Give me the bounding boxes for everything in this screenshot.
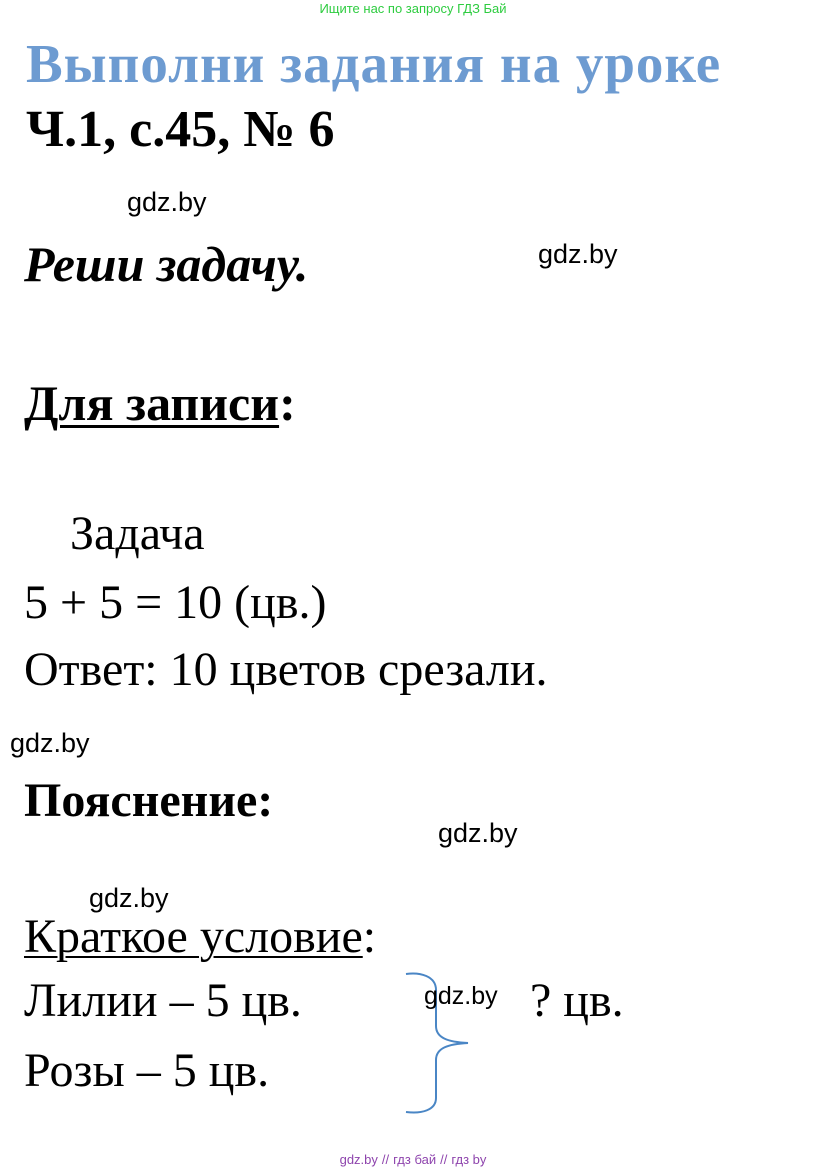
top-banner[interactable]: Ищите нас по запросу ГДЗ Бай [319,1,507,16]
watermark: gdz.by [89,883,169,913]
record-heading-colon: : [279,375,296,431]
explanation-heading: Пояснение: [24,774,274,827]
condition-heading [24,907,376,967]
watermark: gdz.by [438,818,518,848]
record-heading-text: Для записи [24,375,280,431]
page-title: Выполни задания на уроке [26,33,722,94]
footer-link-gdz-by-ru[interactable]: гдз by [451,1152,487,1167]
condition-row-lilies: Лилии – 5 цв. [24,974,302,1027]
solution-answer: Ответ: 10 цветов срезали. [24,643,548,696]
condition-row-roses: Розы – 5 цв. [24,1044,270,1097]
footer-separator: // [381,1152,390,1167]
solution-expression: 5 + 5 = 10 (цв.) [24,576,327,629]
condition-total: ? цв. [530,974,624,1027]
watermark: gdz.by [10,728,90,758]
watermark: gdz.by [127,187,207,217]
watermark: gdz.by [538,239,618,269]
footer-separator: // [440,1152,448,1167]
footer-links [0,1152,826,1168]
footer-link-gdz-bai[interactable]: гдз бай [393,1152,437,1167]
record-heading [24,372,296,434]
page-reference: Ч.1, с.45, № 6 [26,101,335,158]
task-heading: Реши задачу. [24,236,309,292]
condition-heading-text: Краткое условие [24,910,363,963]
footer-link-gdz-by[interactable]: gdz.by [339,1152,378,1167]
watermark: gdz.by [424,982,498,1010]
condition-heading-colon: : [362,910,377,963]
solution-title: Задача [70,507,205,560]
